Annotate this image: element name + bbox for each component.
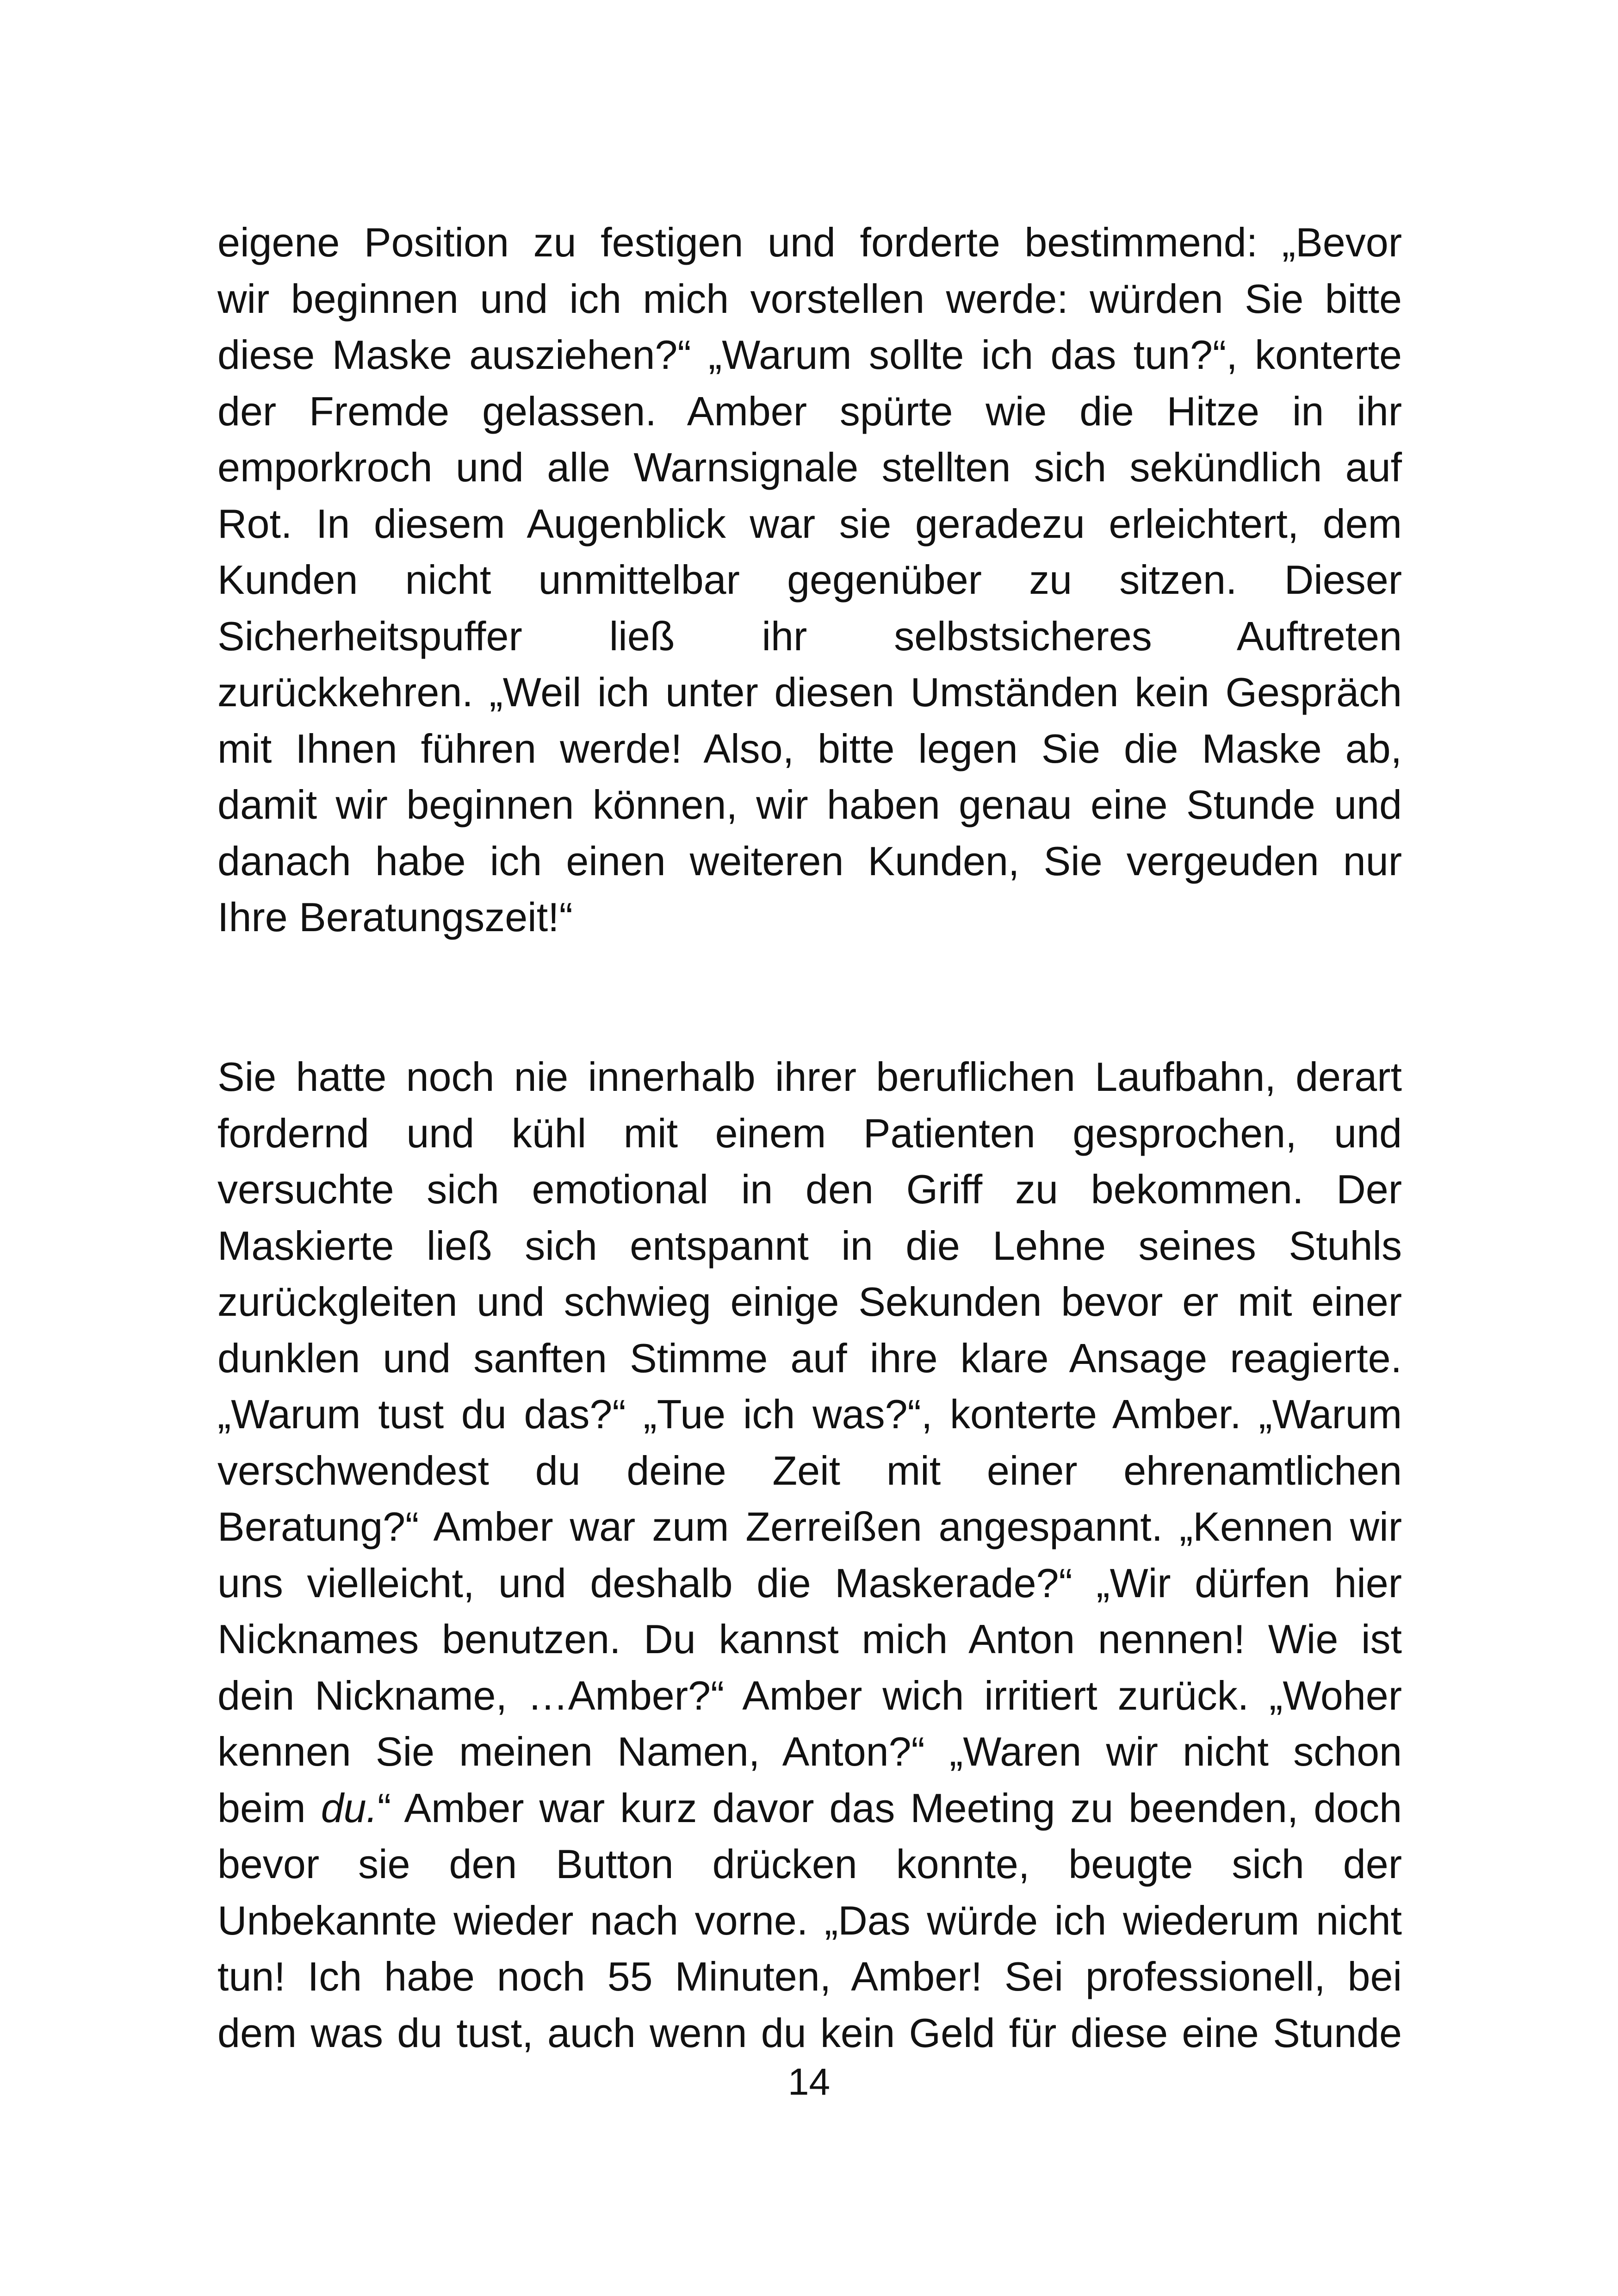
text-line: bevor sie den Button drücken konnte, beugte sich der [217, 1841, 1402, 1887]
text-line: Sicherheitspuffer ließ ihr selbstsicheres Auftreten [217, 613, 1402, 659]
text-line: diese Maske ausziehen?“ „Warum sollte ich das tun?“, konterte [217, 332, 1402, 378]
text-line: zurückkehren. „Weil ich unter diesen Umständen kein Gespräch [217, 669, 1402, 715]
text-line: eigene Position zu festigen und forderte bestimmend: „Bevor [217, 219, 1402, 265]
text-line: zurückgleiten und schwieg einige Sekunden bevor er mit einer [217, 1279, 1402, 1325]
text-line: Sie hatte noch nie innerhalb ihrer beruflichen Laufbahn, derart [217, 1054, 1402, 1100]
text-line: wir beginnen und ich mich vorstellen werde: würden Sie bitte [217, 275, 1402, 322]
paragraph-2 [217, 1049, 1402, 2061]
text-segment: “ Amber war kurz davor das Meeting zu beenden, doch [378, 1785, 1402, 1831]
text-line: dein Nickname, …Amber?“ Amber wich irritiert zurück. „Woher [217, 1672, 1402, 1718]
text-line: uns vielleicht, und deshalb die Maskerade?“ „Wir dürfen hier [217, 1560, 1402, 1606]
text-line: tun! Ich habe noch 55 Minuten, Amber! Sei professionell, bei [217, 1954, 1402, 1999]
text-line: Nicknames benutzen. Du kannst mich Anton nennen! Wie ist [217, 1616, 1402, 1662]
text-line: danach habe ich einen weiteren Kunden, Sie vergeuden nur [217, 838, 1402, 884]
text-line: mit Ihnen führen werde! Also, bitte legen Sie die Maske ab, [217, 725, 1402, 772]
text-line: Beratung?“ Amber war zum Zerreißen angespannt. „Kennen wir [217, 1504, 1402, 1549]
text-line: Unbekannte wieder nach vorne. „Das würde ich wiederum nicht [217, 1897, 1402, 1943]
text-line: dem was du tust, auch wenn du kein Geld für diese eine Stunde [217, 2010, 1402, 2056]
text-line: versuchte sich emotional in den Griff zu bekommen. Der [217, 1166, 1402, 1212]
text-line: Rot. In diesem Augenblick war sie geradezu erleichtert, dem [217, 500, 1402, 547]
text-line: „Warum tust du das?“ „Tue ich was?“, konterte Amber. „Warum [217, 1391, 1402, 1437]
text-segment: beim [217, 1785, 321, 1831]
text-line: Kunden nicht unmittelbar gegenüber zu sitzen. Dieser [217, 557, 1402, 603]
text-line: verschwendest du deine Zeit mit einer ehrenamtlichen [217, 1447, 1402, 1493]
text-line: Maskierte ließ sich entspannt in die Lehne seines Stuhls [217, 1222, 1402, 1269]
text-line-with-italic [217, 1780, 1402, 1836]
text-line: damit wir beginnen können, wir haben genau eine Stunde und [217, 782, 1402, 828]
paragraph-1 [217, 214, 1402, 946]
text-line: kennen Sie meinen Namen, Anton?“ „Waren wir nicht schon [217, 1729, 1402, 1774]
italic-word: du. [321, 1785, 378, 1831]
text-line: dunklen und sanften Stimme auf ihre klare Ansage reagierte. [217, 1335, 1402, 1381]
page-number: 14 [787, 2061, 831, 2103]
text-line: Ihre Beratungszeit!“ [217, 894, 573, 940]
text-line: emporkroch und alle Warnsignale stellten sich sekündlich auf [217, 444, 1402, 490]
text-line: der Fremde gelassen. Amber spürte wie die Hitze in ihr [217, 388, 1402, 434]
text-line: fordernd und kühl mit einem Patienten gesprochen, und [217, 1110, 1402, 1156]
